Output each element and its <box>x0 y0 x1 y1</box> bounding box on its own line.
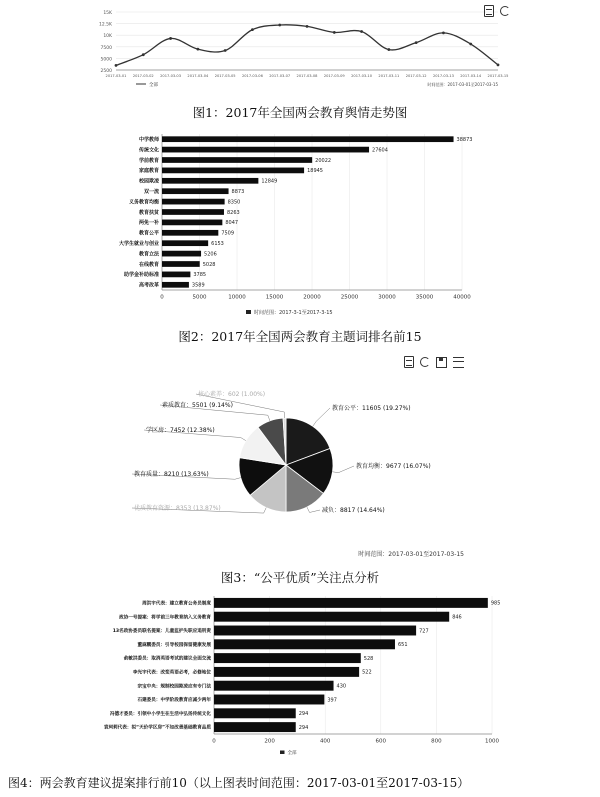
data-label: 8263 <box>226 209 240 216</box>
category-label: 俞敏洪委员：取消英语考试的建议全面交流 <box>123 656 211 662</box>
data-point <box>251 28 254 31</box>
bar <box>214 695 324 705</box>
figure-1-caption: 图1：2017年全国两会教育舆情走势图 <box>192 105 408 120</box>
data-label: 12849 <box>261 178 278 185</box>
bar <box>162 199 225 205</box>
refresh-icon[interactable] <box>500 6 510 16</box>
x-tick-label: 0 <box>160 294 164 301</box>
category-label: 教育立法 <box>138 251 159 258</box>
bar <box>162 272 190 278</box>
data-point <box>415 41 418 44</box>
data-point <box>360 30 363 33</box>
slice-label: 教育公平：11605 (19.27%) <box>332 405 411 412</box>
data-point <box>115 64 118 67</box>
data-point <box>196 48 199 51</box>
category-label: 传统文化 <box>138 147 159 154</box>
data-point <box>306 25 309 28</box>
bar <box>162 188 229 194</box>
legend-label: 时间范围：2017-3-1至2017-3-15 <box>254 310 333 316</box>
figure-3-pie-chart <box>112 352 472 562</box>
figure-4-caption: 图4：两会教育建议提案排行前10（以上图表时间范围：2017-03-01至2017-03-15） <box>8 776 470 790</box>
data-label: 8350 <box>227 199 241 206</box>
x-tick-label: 2017-03-11 <box>378 74 400 78</box>
figure-3-toolbar <box>404 356 464 368</box>
figure-1-toolbar <box>484 5 510 17</box>
x-tick-label: 2017-03-03 <box>160 74 182 78</box>
category-label: 两免一补 <box>138 220 159 227</box>
data-label: 7509 <box>221 230 235 237</box>
slice-label: 教育质量：8210 (13.63%) <box>134 471 209 478</box>
x-tick-label: 15000 <box>265 294 284 301</box>
figure-1-line-chart <box>86 2 514 94</box>
x-tick-label: 25000 <box>340 294 359 301</box>
category-label: 家庭教育 <box>138 168 159 175</box>
x-tick-label: 600 <box>375 738 387 745</box>
leader-line <box>313 408 330 426</box>
category-label: 大学生就业与创业 <box>118 240 159 247</box>
category-label: 政协一号提案：将学前三年教育纳入义务教育 <box>119 615 211 621</box>
category-label: 13名政协委员联名提案：儿童监护失职应追刑责 <box>112 629 211 635</box>
bar <box>162 168 304 174</box>
data-label: 294 <box>298 724 309 731</box>
x-tick-label: 2017-03-08 <box>296 74 318 78</box>
data-label: 528 <box>363 655 374 662</box>
category-label: 高考改革 <box>138 282 159 289</box>
category-label: 中学教师 <box>138 136 159 143</box>
data-label: 20022 <box>315 157 332 164</box>
x-tick-label: 35000 <box>415 294 434 301</box>
slice-label: 优质教育资源：8353 (13.87%) <box>134 505 221 512</box>
x-tick-label: 2017-03-02 <box>132 74 154 78</box>
doc-icon[interactable] <box>484 5 494 17</box>
data-label: 6153 <box>211 240 224 247</box>
bar <box>162 136 454 142</box>
x-tick-label: 5000 <box>192 294 207 301</box>
y-tick-label: 2500 <box>100 69 112 74</box>
figure-4-panel <box>54 592 516 766</box>
figure-3-caption: 图3：“公平优质”关注点分析 <box>220 570 380 585</box>
bar <box>162 157 312 163</box>
category-label: 校园欺凌 <box>138 178 159 185</box>
figure-2-panel <box>96 128 474 318</box>
x-tick-label: 400 <box>319 738 331 745</box>
data-label: 38873 <box>456 136 473 143</box>
legend-label: 全部 <box>149 83 158 88</box>
x-tick-label: 2017-03-15 <box>487 74 509 78</box>
legend-label: 全部 <box>287 751 297 756</box>
bar <box>162 251 201 257</box>
data-label: 5206 <box>204 251 217 258</box>
data-label: 3589 <box>191 282 205 289</box>
x-tick-label: 2017-03-05 <box>214 74 236 78</box>
data-label: 430 <box>336 683 347 690</box>
category-label: 李光宇代表：改变英语必考，必修地位 <box>132 670 211 676</box>
bar <box>162 178 258 184</box>
menu-icon[interactable] <box>453 357 464 368</box>
bar <box>162 230 218 236</box>
x-tick-label: 2017-03-01 <box>105 74 127 78</box>
bar <box>162 147 369 153</box>
y-tick-label: 7500 <box>100 45 112 51</box>
x-tick-label: 2017-03-07 <box>269 74 291 78</box>
bar <box>162 261 200 267</box>
figure-2-bar-chart <box>96 128 474 318</box>
data-label: 651 <box>397 642 408 649</box>
category-label: 助学金补助标准 <box>123 272 159 279</box>
data-label: 5028 <box>202 261 216 268</box>
data-point <box>333 31 336 34</box>
leader-line <box>307 507 320 512</box>
data-point <box>142 53 145 56</box>
x-tick-label: 200 <box>264 738 275 745</box>
bar <box>214 708 296 718</box>
x-tick-label: 800 <box>431 738 442 745</box>
y-tick-label: 5000 <box>100 57 112 63</box>
data-label: 985 <box>490 600 501 607</box>
time-range-label: 时间范围：2017-03-01至2017-03-15 <box>427 82 498 87</box>
data-label: 18945 <box>307 168 323 175</box>
leader-line <box>333 466 354 473</box>
x-tick-label: 2017-03-12 <box>405 74 427 78</box>
data-point <box>387 48 390 51</box>
data-point <box>442 31 445 34</box>
bar <box>214 722 296 732</box>
save-icon[interactable] <box>436 357 447 368</box>
bar <box>162 240 208 246</box>
slice-label: 学区房：7452 (12.38%) <box>146 427 215 434</box>
doc-icon[interactable] <box>404 356 414 368</box>
figure-3-panel <box>112 352 472 562</box>
data-label: 8873 <box>231 188 245 195</box>
x-tick-label: 0 <box>212 738 216 745</box>
slice-label: 核心素养：602 (1.00%) <box>198 391 266 398</box>
category-label: 袁珂莉代表：拟“天价学区房”不如改善基础教育品质 <box>103 725 211 731</box>
refresh-icon[interactable] <box>420 357 430 367</box>
data-point <box>278 24 281 27</box>
y-tick-label: 10K <box>103 34 112 40</box>
x-tick-label: 1000 <box>485 738 499 745</box>
category-label: 在线教育 <box>138 261 159 268</box>
time-range-label: 时间范围：2017-03-01至2017-03-15 <box>358 551 464 558</box>
x-tick-label: 10000 <box>228 294 246 301</box>
data-point <box>497 63 500 66</box>
x-tick-label: 20000 <box>303 294 321 301</box>
data-label: 522 <box>362 669 372 676</box>
x-tick-label: 2017-03-09 <box>323 74 345 78</box>
category-label: 教育扶贫 <box>138 209 159 216</box>
data-point <box>224 49 227 52</box>
category-label: 教育公平 <box>138 230 159 237</box>
data-label: 846 <box>452 614 462 621</box>
bar <box>162 209 224 215</box>
series-line-all <box>116 25 498 66</box>
bar <box>214 667 359 677</box>
bar <box>214 626 416 636</box>
data-point <box>169 37 172 40</box>
slice-label: 教育均衡：9677 (16.07%) <box>356 463 431 470</box>
bar <box>214 598 488 608</box>
bar <box>162 220 222 226</box>
data-point <box>469 43 472 46</box>
data-label: 27604 <box>372 147 388 154</box>
category-label: 双一流 <box>143 188 159 195</box>
category-label: 义务教育均衡 <box>128 199 159 206</box>
x-tick-label: 2017-03-14 <box>460 74 482 78</box>
category-label: 石建委员：中学阶段教育应减少两年 <box>137 698 211 704</box>
bar <box>214 653 361 663</box>
legend-swatch <box>246 310 251 314</box>
y-tick-label: 12.5K <box>99 22 112 28</box>
data-label: 727 <box>419 628 429 635</box>
data-label: 3785 <box>193 272 207 279</box>
category-label: 董麻鹏委员：引导校园保留健康发展 <box>137 642 211 648</box>
category-label: 冯德才委员：引领中小学生在生活中弘扬传统文化 <box>109 711 211 717</box>
bar <box>162 282 189 288</box>
slice-label: 素质教育：5501 (9.14%) <box>162 402 233 409</box>
category-label: 周洪宇代表：建立教育公务员制度 <box>142 601 211 607</box>
figure-2-caption: 图2：2017年全国两会教育主题词排名前15 <box>178 329 422 344</box>
x-tick-label: 2017-03-10 <box>351 74 373 78</box>
figure-1-panel <box>86 2 514 94</box>
bar <box>214 612 449 622</box>
figure-4-bar-chart <box>54 592 516 766</box>
category-label: 宗宝中央：规制校园欺凌应有专门法 <box>137 684 211 690</box>
data-label: 397 <box>327 697 337 704</box>
slice-label: 减负：8817 (14.64%) <box>322 507 385 514</box>
category-label: 学前教育 <box>138 157 159 164</box>
bar <box>214 639 395 649</box>
x-tick-label: 2017-03-13 <box>432 74 454 78</box>
bar <box>214 681 334 691</box>
x-tick-label: 30000 <box>378 294 396 301</box>
data-label: 294 <box>298 711 309 718</box>
y-tick-label: 15K <box>103 11 112 16</box>
legend-swatch <box>280 751 285 755</box>
x-tick-label: 40000 <box>453 294 471 301</box>
x-tick-label: 2017-03-04 <box>187 74 209 78</box>
x-tick-label: 2017-03-06 <box>241 74 263 78</box>
data-label: 8047 <box>225 220 239 227</box>
